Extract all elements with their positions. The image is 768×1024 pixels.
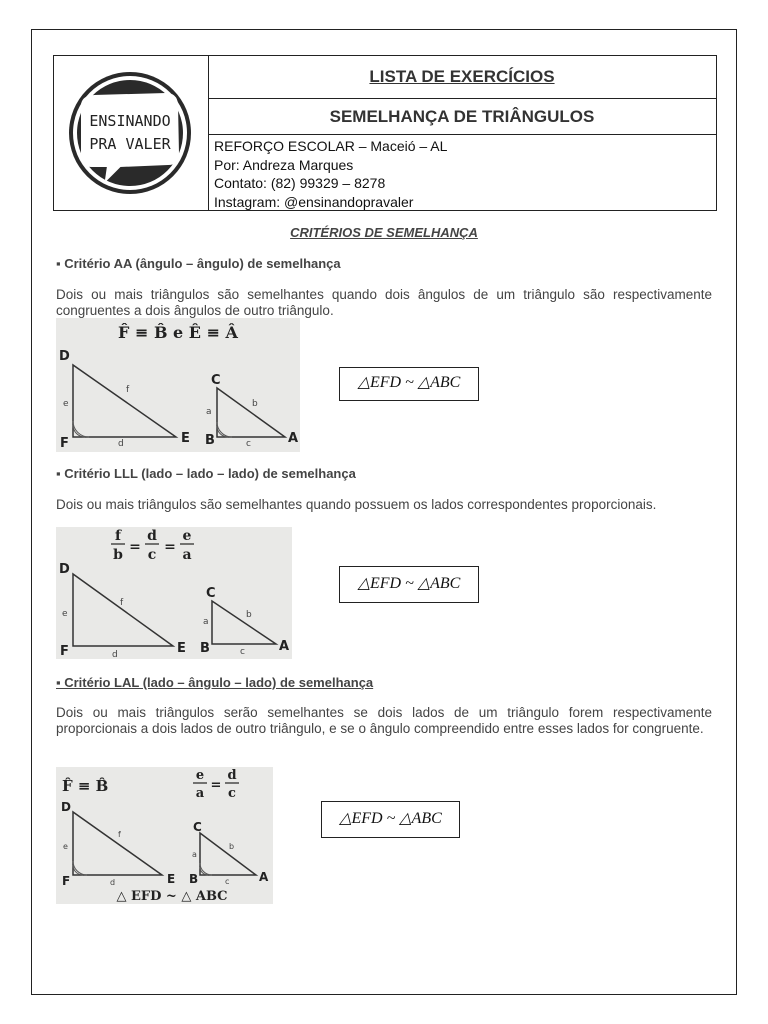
info-school: REFORÇO ESCOLAR – Maceió – AL [214, 138, 448, 154]
logo-cell [54, 56, 209, 210]
info-contact: Contato: (82) 99329 – 8278 [214, 175, 386, 191]
side-label-e: e [63, 842, 68, 851]
vertex-label-b: B [205, 433, 215, 448]
vertex-label-d: D [61, 800, 71, 814]
vertex-label-d: D [59, 349, 70, 364]
side-label-c: c [225, 877, 230, 886]
svg-text:=: = [164, 539, 176, 555]
figure-lll [56, 527, 292, 659]
figure-lal [56, 767, 273, 904]
figure-aa [56, 318, 300, 452]
vertex-label-a: A [279, 639, 290, 654]
page-subtitle: SEMELHANÇA DE TRIÂNGULOS [329, 107, 595, 126]
similarity-box-aa: △EFD ~ △ABC [339, 367, 479, 401]
vertex-label-c: C [211, 373, 221, 388]
side-label-b: b [229, 842, 235, 851]
criterion-lll-text: Dois ou mais triângulos são semelhantes quando possuem os lados correspondentes proporcionais. [56, 497, 657, 512]
info-author: Por: Andreza Marques [214, 156, 354, 173]
side-label-e: e [62, 609, 68, 619]
side-label-a: a [206, 407, 212, 417]
formula-lal-angle: F̂ ≡ B̂ [62, 777, 109, 795]
page-title: LISTA DE EXERCÍCIOS [369, 67, 555, 86]
similarity-box-lal: △EFD ~ △ABC [321, 801, 460, 838]
svg-text:=: = [210, 778, 222, 793]
vertex-label-c: C [193, 820, 202, 834]
side-label-d: d [112, 650, 118, 659]
subtitle-row [208, 99, 716, 135]
criterion-lal-text: Dois ou mais triângulos serão semelhantes se dois lados de um triângulo forem respectivamente proporcionais a dois lados de outro triângulo, e se o ângulo compreendido entre esses lados for congruente. [56, 705, 712, 736]
fraction-num-d: d [147, 528, 157, 544]
side-label-c: c [240, 647, 245, 657]
section-title: CRITÉRIOS DE SEMELHANÇA [290, 225, 478, 240]
side-label-f: f [120, 598, 124, 608]
vertex-label-a: A [288, 431, 299, 446]
criterion-aa-text: Dois ou mais triângulos são semelhantes quando dois ângulos de um triângulo são respectivamente congruentes a dois ângulos de outro triângulo. [56, 287, 712, 318]
logo-text-line1: ENSINANDO [89, 112, 171, 130]
side-label-d: d [110, 878, 116, 887]
fraction-den-a: a [182, 547, 192, 563]
fraction-num-e: e [182, 528, 192, 544]
vertex-label-f: F [62, 874, 71, 888]
similarity-box-lll: △EFD ~ △ABC [339, 566, 479, 603]
title-row [208, 56, 716, 99]
fraction-den-c: c [147, 547, 157, 563]
side-label-c: c [246, 439, 251, 449]
fraction-num-e: e [195, 768, 205, 783]
logo [54, 56, 208, 210]
svg-text:=: = [129, 539, 141, 555]
header-table [53, 55, 717, 211]
vertex-label-b: B [189, 872, 199, 886]
side-label-d: d [118, 439, 124, 449]
vertex-label-f: F [60, 436, 69, 451]
side-label-a: a [203, 617, 209, 627]
fraction-num-f: f [114, 528, 122, 544]
criterion-lll-title: ▪ Critério LLL (lado – lado – lado) de semelhança [56, 466, 356, 481]
info-block [208, 135, 716, 210]
figure-caption: △ EFD ~ △ ABC [116, 889, 228, 904]
fraction-den-a: a [195, 786, 205, 801]
vertex-label-a: A [259, 870, 269, 884]
vertex-label-e: E [177, 641, 186, 656]
formula-aa: F̂ ≡ B̂ e Ê ≡ Â [118, 323, 238, 342]
vertex-label-e: E [167, 872, 176, 886]
side-label-a: a [192, 850, 197, 859]
criterion-lal-title: ▪ Critério LAL (lado – ângulo – lado) de semelhança [56, 675, 374, 690]
fraction-den-b: b [113, 547, 123, 563]
side-label-f: f [126, 385, 130, 395]
info-instagram: Instagram: @ensinandopravaler [214, 193, 414, 210]
fraction-den-c: c [228, 786, 236, 801]
vertex-label-c: C [206, 586, 216, 601]
vertex-label-d: D [59, 562, 70, 577]
vertex-label-b: B [200, 641, 210, 656]
logo-text-line2: PRA VALER [89, 135, 171, 153]
side-label-f: f [118, 830, 121, 839]
criterion-aa-title: ▪ Critério AA (ângulo – ângulo) de semelhança [56, 256, 341, 271]
vertex-label-f: F [60, 644, 69, 659]
side-label-e: e [63, 399, 69, 409]
side-label-b: b [252, 399, 258, 409]
fraction-num-d: d [227, 768, 237, 783]
vertex-label-e: E [181, 431, 190, 446]
side-label-b: b [246, 610, 252, 620]
